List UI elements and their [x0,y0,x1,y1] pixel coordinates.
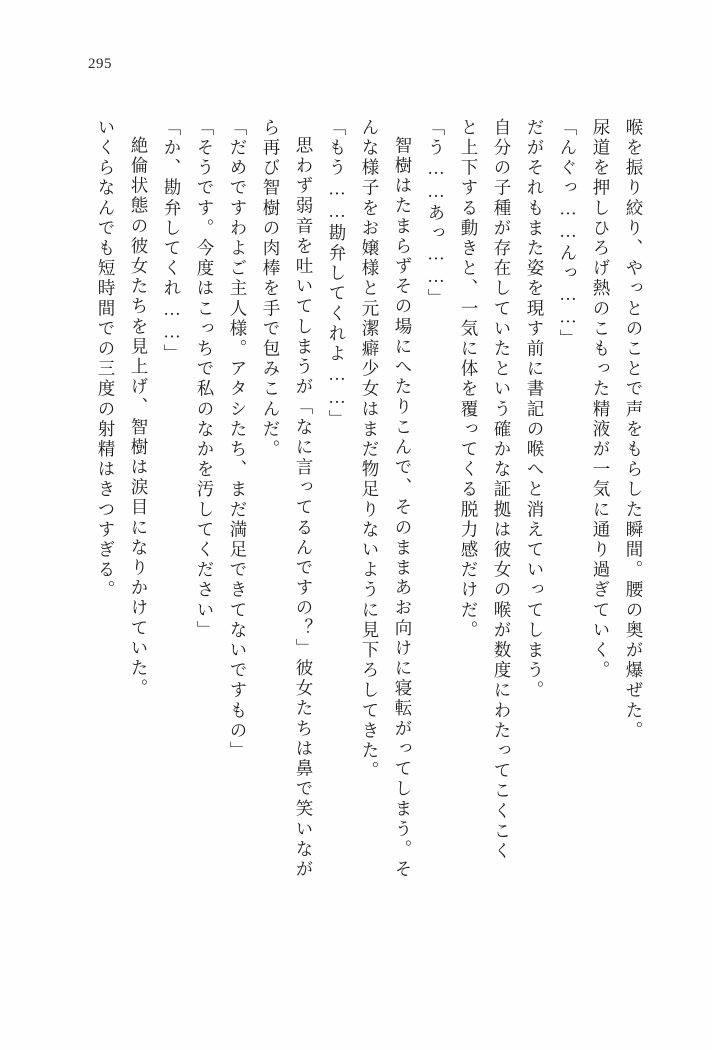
text-line: んな様子をお嬢様と元潔癖少女はまだ物足りないように見下ろしてきた。 [360,118,380,782]
text-line: と上下する動きと、一気に体を覆ってくる脱力感だけだ。 [459,118,479,641]
text-line: 「んぐっ……んっ……」 [558,118,578,350]
text-line: 絶倫状態の彼女たちを見上げ、智樹は涙目になりかけていた。 [129,136,149,699]
text-line: いくらなんでも短時間での三度の射精はきつすぎる。 [96,118,116,601]
page-number: 295 [88,56,112,72]
text-line: 「う……あっ……」 [426,118,446,309]
text-line: 思わず弱音を吐いてしまうが「なに言ってるんですの？」彼女たちは鼻で笑いなが [294,136,314,880]
text-line: 「だめですわよご主人様。アタシたち、まだ満足できてないですもの」 [228,118,248,762]
vertical-text-block [66,118,642,978]
text-line: 「そうです。今度はこっちで私のなかを汚してください」 [195,118,215,641]
text-line: 「か、勘弁してくれ……」 [162,118,182,365]
text-line: 自分の子種が存在していたという確かな証拠は彼女の喉が数度にわたってこくこく [492,118,512,862]
text-line: だがそれもまた姿を現す前に書記の喉へと消えていってしまう。 [525,118,545,701]
text-line: 喉を振り絞り、やっとのことで声をもらした瞬間。腰の奥が爆ぜた。 [624,118,644,742]
text-line: 智樹はたまらずその場にへたりこんで、そのままあお向けに寝転がってしまう。そ [393,136,413,880]
text-line: ら再び智樹の肉棒を手で包みこんだ。 [261,118,281,460]
text-line: 尿道を押しひろげ熱のこもった精液が一気に通り過ぎていく。 [591,118,611,681]
text-line: 「もう……勘弁してくれよ……」 [327,118,347,430]
